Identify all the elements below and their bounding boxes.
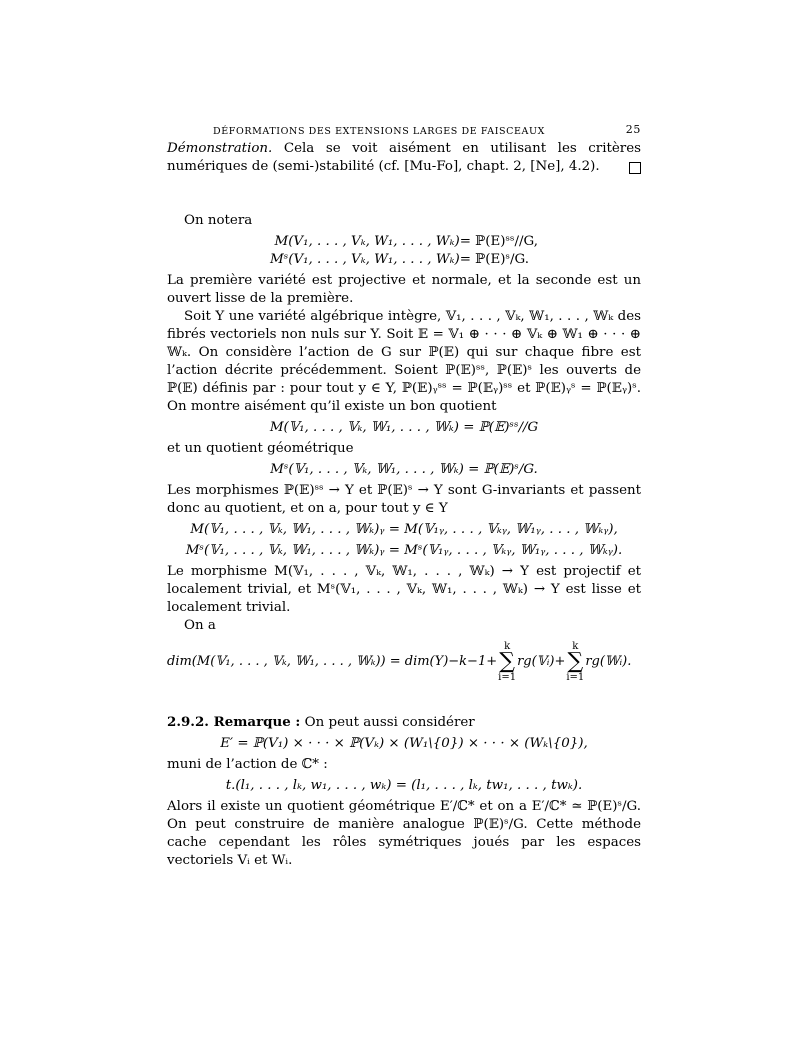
proof-text: Cela se voit aisément en utilisant les critères numériques de (semi-)stabilité (cf. [Mu-Fo], chapt. 2, [Ne], 4.2). [167,141,641,174]
remark-conclusion: Alors il existe un quotient géométrique E′/ℂ* et on a E′/ℂ* ≃ ℙ(E)ˢ/G. On peut construire de manière analogue ℙ(𝔼)ˢ/G. Cette méthode cache cependant les rôles symétriques joués par les espaces vectoriels Vᵢ et Wᵢ. [167,799,641,868]
sum-2-bottom: i=1 [566,672,585,683]
proof-paragraph [167,140,641,176]
remark-label: 2.9.2. Remarque : [167,714,301,730]
fiber-equation-2: Mˢ(𝕍₁, . . . , 𝕍ₖ, 𝕎₁, . . . , 𝕎ₖ)ᵧ = Mˢ(𝕍₁ᵧ, . . . , 𝕍ₖᵧ, 𝕎₁ᵧ, . . . , 𝕎ₖᵧ). [185,543,623,558]
dimension-formula [167,641,641,683]
eq1-rhs: = ℙ(E)ˢˢ//G, [459,234,538,249]
geometric-quotient-equation: Mˢ(𝕍₁, . . . , 𝕍ₖ, 𝕎₁, . . . , 𝕎ₖ) = ℙ(𝔼)ˢ/G. [270,462,538,477]
action-equation: t.(l₁, . . . , lₖ, w₁, . . . , wₖ) = (l₁, . . . , lₖ, tw₁, . . . , twₖ). [225,778,583,793]
moduli-equations [167,233,641,269]
eq1-lhs: M(V₁, . . . , Vₖ, W₁, . . . , Wₖ) [274,234,460,249]
sum-1-top: k [504,641,511,652]
qed-square-icon [629,162,641,174]
triviality-paragraph: Le morphisme M(𝕍₁, . . . , 𝕍ₖ, 𝕎₁, . . . , 𝕎ₖ) → Y est projectif et localement trivial, et Mˢ(𝕍₁, . . . , 𝕍ₖ, 𝕎₁, . . . , 𝕎ₖ) → Y est lisse et localement trivial. [167,564,641,615]
product-equation: E′ = ℙ(V₁) × · · · × ℙ(Vₖ) × (W₁\{0}) × · · · × (Wₖ\{0}), [220,736,588,751]
eq2-rhs: = ℙ(E)ˢ/G. [459,252,529,267]
sum-1 [498,641,516,683]
sum-2 [566,641,584,683]
remark-paragraph [167,713,641,732]
action-intro: muni de l’action de ℂ* : [167,757,328,772]
sum-1-bottom: i=1 [498,672,517,683]
page [167,118,641,870]
fiber-equation-1: M(𝕍₁, . . . , 𝕍ₖ, 𝕎₁, . . . , 𝕎ₖ)ᵧ = M(𝕍₁ᵧ, . . . , 𝕍ₖᵧ, 𝕎₁ᵧ, . . . , 𝕎ₖᵧ), [190,522,618,537]
good-quotient-equation: M(𝕍₁, . . . , 𝕍ₖ, 𝕎₁, . . . , 𝕎ₖ) = ℙ(𝔼)ˢˢ//G [269,420,539,435]
geometric-quotient-intro: et un quotient géométrique [167,441,354,456]
sum-2-term: rg(𝕎ᵢ). [585,654,632,669]
sigma-icon: ∑ [567,649,584,674]
running-header [167,118,641,138]
proof-label: Démonstration. [167,141,273,156]
bundle-paragraph: Soit Y une variété algébrique intègre, 𝕍₁, . . . , 𝕍ₖ, 𝕎₁, . . . , 𝕎ₖ des fibrés vectoriels non nuls sur Y. Soit 𝔼 = 𝕍₁ ⊕ · · · ⊕ 𝕍ₖ ⊕ 𝕎₁ ⊕ · · · ⊕ 𝕎ₖ. On considère l’action de G sur ℙ(𝔼) qui sur chaque fibre est l’action décrite précédemment. Soient ℙ(𝔼)ˢˢ, ℙ(𝔼)ˢ les ouverts de ℙ(𝔼) définis par : pour tout y ∈ Y, ℙ(𝔼)ᵧˢˢ = ℙ(𝔼ᵧ)ˢˢ et ℙ(𝔼)ᵧˢ = ℙ(𝔼ᵧ)ˢ. On montre aisément qu’il existe un bon quotient [167,309,641,414]
variety-remark: La première variété est projective et normale, et la seconde est un ouvert lisse de la première. [167,273,641,306]
morphisms-paragraph: Les morphismes ℙ(𝔼)ˢˢ → Y et ℙ(𝔼)ˢ → Y sont G-invariants et passent donc au quotient, et on a, pour tout y ∈ Y [167,483,641,516]
notation-intro: On notera [184,213,253,228]
dim-lhs: dim(M(𝕍₁, . . . , 𝕍ₖ, 𝕎₁, . . . , 𝕎ₖ)) = dim(Y)−k−1+ [167,654,498,669]
remark-intro: On peut aussi considérer [304,715,475,730]
eq2-lhs: Mˢ(V₁, . . . , Vₖ, W₁, . . . , Wₖ) [270,252,460,267]
header-title: DÉFORMATIONS DES EXTENSIONS LARGES DE FAISCEAUX [213,126,545,137]
dimension-intro: On a [184,618,216,633]
page-number: 25 [625,123,641,136]
sum-1-term: rg(𝕍ᵢ)+ [517,654,566,669]
sigma-icon: ∑ [499,649,515,674]
sum-2-top: k [572,641,579,652]
